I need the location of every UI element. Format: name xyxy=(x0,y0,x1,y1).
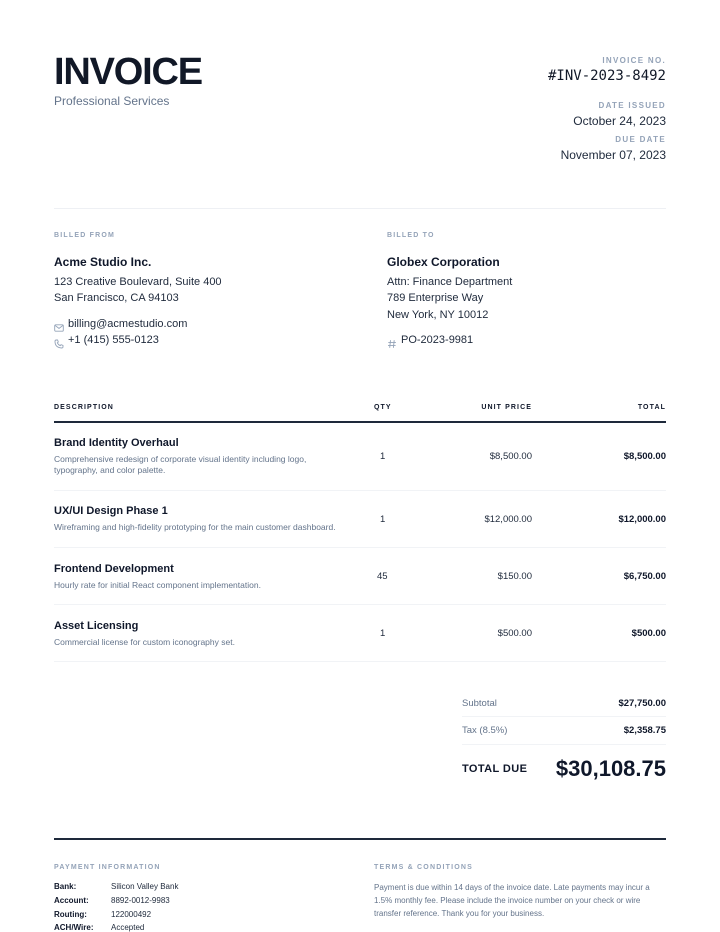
account-value: 8892-0012-9983 xyxy=(111,896,170,905)
phone-icon xyxy=(54,336,64,346)
table-row xyxy=(54,423,666,491)
due-date: November 07, 2023 xyxy=(560,148,666,162)
billed-to-address-2: New York, NY 10012 xyxy=(387,309,489,321)
table-row xyxy=(54,491,666,548)
item-description: Wireframing and high-fidelity prototyping for the main customer dashboard. xyxy=(54,522,336,532)
billed-from-address-2: San Francisco, CA 94103 xyxy=(54,292,179,304)
ach-value: Accepted xyxy=(111,923,145,932)
date-issued: October 24, 2023 xyxy=(573,114,666,128)
tax-label: Tax (8.5%) xyxy=(462,725,508,736)
item-title: Brand Identity Overhaul xyxy=(54,437,179,449)
billed-from-label: BILLED FROM xyxy=(54,232,116,239)
item-qty: 1 xyxy=(380,628,386,639)
total-due-label: TOTAL DUE xyxy=(462,763,528,775)
account-key: Account: xyxy=(54,896,89,905)
totals-divider xyxy=(462,716,666,717)
item-qty: 45 xyxy=(377,571,388,582)
item-description: Hourly rate for initial React component implementation. xyxy=(54,580,261,590)
item-total: $500.00 xyxy=(631,628,666,639)
item-description: Comprehensive redesign of corporate visual identity including logo, typography, and color palette. xyxy=(54,454,307,475)
bank-value: Silicon Valley Bank xyxy=(111,882,179,891)
mail-icon xyxy=(54,320,64,330)
date-issued-label: DATE ISSUED xyxy=(598,101,666,110)
due-date-label: DUE DATE xyxy=(615,135,666,144)
routing-value: 122000492 xyxy=(111,910,152,919)
bank-key: Bank: xyxy=(54,882,77,891)
item-unit-price: $500.00 xyxy=(497,628,532,639)
billed-to-label: BILLED TO xyxy=(387,232,435,239)
invoice-number: #INV-2023-8492 xyxy=(547,68,666,84)
billed-to-po: PO-2023-9981 xyxy=(401,334,474,346)
header-divider xyxy=(54,208,666,209)
totals-divider xyxy=(462,744,666,745)
table-row xyxy=(54,548,666,605)
invoice-subtitle: Professional Services xyxy=(54,94,170,108)
item-title: Frontend Development xyxy=(54,563,174,575)
invoice-no-label: INVOICE NO. xyxy=(602,56,666,65)
terms-text: Payment is due within 14 days of the invoice date. Late payments may incur a 1.5% monthly fee. Please include the invoice number on your check or wire transfer reference. Thank you for your business. xyxy=(374,883,650,918)
ach-key: ACH/Wire: xyxy=(54,923,94,932)
billed-from-phone[interactable]: +1 (415) 555-0123 xyxy=(68,334,159,346)
footer-rule xyxy=(54,838,666,840)
item-qty: 1 xyxy=(380,514,386,525)
item-description: Commercial license for custom iconography set. xyxy=(54,637,235,647)
payment-info-label: PAYMENT INFORMATION xyxy=(54,864,161,871)
col-header-qty: QTY xyxy=(374,404,392,411)
routing-key: Routing: xyxy=(54,910,87,919)
billed-from-name: Acme Studio Inc. xyxy=(54,255,152,269)
item-title: Asset Licensing xyxy=(54,620,139,632)
item-total: $8,500.00 xyxy=(623,451,666,462)
billed-from-email[interactable]: billing@acmestudio.com xyxy=(68,318,188,330)
hash-icon xyxy=(387,336,397,346)
col-header-unit-price: UNIT PRICE xyxy=(481,404,532,411)
terms-label: TERMS & CONDITIONS xyxy=(374,864,473,871)
item-qty: 1 xyxy=(380,451,386,462)
tax-value: $2,358.75 xyxy=(623,725,666,736)
item-unit-price: $150.00 xyxy=(497,571,532,582)
subtotal-label: Subtotal xyxy=(462,698,497,709)
invoice-title: INVOICE xyxy=(54,51,202,93)
item-total: $12,000.00 xyxy=(618,514,666,525)
invoice-page xyxy=(54,0,666,932)
item-unit-price: $12,000.00 xyxy=(484,514,532,525)
item-unit-price: $8,500.00 xyxy=(489,451,532,462)
item-total: $6,750.00 xyxy=(623,571,666,582)
billed-to-name: Globex Corporation xyxy=(387,255,500,269)
billed-to-attn: Attn: Finance Department xyxy=(387,276,513,288)
item-title: UX/UI Design Phase 1 xyxy=(54,505,168,517)
billed-to-address-1: 789 Enterprise Way xyxy=(387,292,484,304)
billed-from-address-1: 123 Creative Boulevard, Suite 400 xyxy=(54,276,222,288)
subtotal-value: $27,750.00 xyxy=(618,698,666,709)
col-header-total: TOTAL xyxy=(637,404,666,411)
total-due-value: $30,108.75 xyxy=(555,756,666,781)
table-row xyxy=(54,605,666,662)
col-header-description: DESCRIPTION xyxy=(54,404,114,411)
